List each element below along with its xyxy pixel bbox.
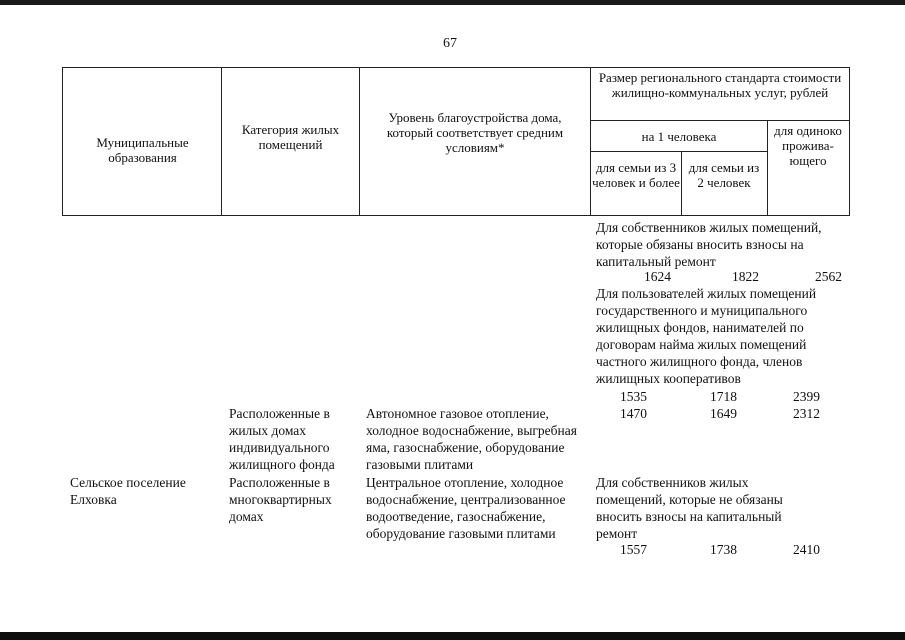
level-individual: Автономное газовое отопление, холодное водоснабжение, выгребная яма, газоснабжение, оборудование газовыми плитами (366, 406, 577, 472)
individual-family2: 1649 (710, 406, 737, 421)
owners-capital-label: Для собственников жилых помещений, которые обязаны вносить взносы на капитальный ремонт (596, 220, 822, 269)
owners-no-capital-label: Для собственников жилых помещений, которые не обязаны вносить взносы на капитальный ремонт (596, 475, 783, 541)
header-family-3: для семьи из 3 человек и более (592, 160, 680, 190)
header-family-2: для семьи из 2 человек (688, 160, 760, 190)
header-comfort-level: Уровень благоустройства дома, который соответствует средним условиям* (386, 110, 564, 155)
owners-capital-family2: 1822 (732, 269, 759, 284)
header-standard-title: Размер регионального стандарта стоимости жилищно-коммунальных услуг, рублей (598, 70, 842, 100)
users-single: 2399 (793, 389, 820, 404)
owners-no-capital-single: 2410 (793, 542, 820, 557)
header-single: для одиноко прожива-ющего (774, 123, 842, 168)
municipality-name: Сельское поселение Елховка (70, 475, 186, 507)
header-per-person: на 1 человека (641, 129, 717, 144)
level-apartment: Центральное отопление, холодное водоснабжение, централизованное водоотведение, газоснабжение, оборудование газовыми плитами (366, 475, 566, 541)
individual-family3: 1470 (620, 406, 647, 421)
header-municipality: Муниципальные образования (96, 135, 189, 165)
owners-no-capital-family2: 1738 (710, 542, 737, 557)
users-label: Для пользователей жилых помещений государственного и муниципального жилищных фондов, нанимателей по договорам найма жилых помещений частного жилищного фонда, членов жилищных кооперативов (596, 286, 817, 386)
page-number: 67 (443, 36, 457, 51)
users-family3: 1535 (620, 389, 647, 404)
individual-single: 2312 (793, 406, 820, 421)
top-border (0, 0, 905, 5)
category-individual: Расположенные в жилых домах индивидуального жилищного фонда (229, 406, 335, 472)
header-category: Категория жилых помещений (241, 122, 340, 152)
owners-capital-single: 2562 (815, 269, 842, 284)
owners-no-capital-family3: 1557 (620, 542, 647, 557)
users-family2: 1718 (710, 389, 737, 404)
bottom-border (0, 632, 905, 640)
category-apartment: Расположенные в многоквартирных домах (229, 475, 332, 524)
owners-capital-family3: 1624 (644, 269, 671, 284)
